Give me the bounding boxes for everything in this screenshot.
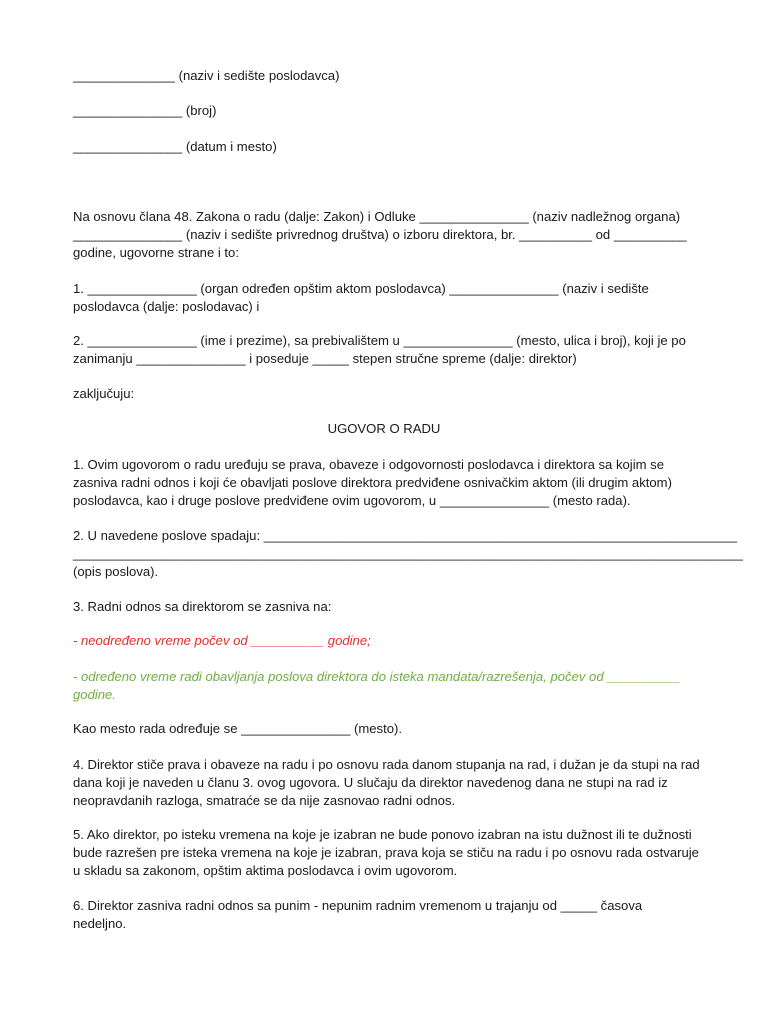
- party2-line-2: zanimanju _______________ i poseduje _____ stepen stručne spreme (dalje: direktor): [73, 351, 577, 366]
- intro-line-1: Na osnovu člana 48. Zakona o radu (dalje: Zakon) i Odluke _______________ (naziv nadležnog organa): [73, 209, 681, 224]
- article2-line-1: 2. U navedene poslove spadaju: _________________________________________________________________: [73, 528, 738, 543]
- intro-line-2: _______________ (naziv i sedište privrednog društva) o izboru direktora, br. __________ od __________: [73, 227, 687, 242]
- article6-line-2: nedeljno.: [73, 916, 127, 931]
- definite-term-option-line-1: - određeno vreme radi obavljanja poslova direktora do isteka mandata/razrešenja, počev od __________: [73, 669, 681, 684]
- definite-term-option-line-2: godine.: [73, 687, 116, 702]
- article1-line-2: zasniva radni odnos i koji će obavljati poslove direktora predviđene osnivačkim aktom (ili drugim aktom): [73, 475, 672, 490]
- article6-line-1: 6. Direktor zasniva radni odnos sa punim - nepunim radnim vremenom u trajanju od _____ časova: [73, 898, 643, 913]
- party2-line-1: 2. _______________ (ime i prezime), sa prebivalištem u _______________ (mesto, ulica i broj), koji je po: [73, 333, 686, 348]
- party1-line-2: poslodavca (dalje: poslodavac) i: [73, 299, 260, 314]
- number-line: _______________ (broj): [73, 103, 217, 118]
- article4-line-2: dana koji je naveden u članu 3. ovog ugovora. U slučaju da direktor navedenog dana ne stupi na rad iz: [73, 775, 668, 790]
- intro-line-3: godine, ugovorne strane i to:: [73, 245, 239, 260]
- article3-line-1: 3. Radni odnos sa direktorom se zasniva na:: [73, 599, 332, 614]
- article1-line-3: poslodavca, kao i druge poslove predviđene ovim ugovorom, u _______________ (mesto rada).: [73, 493, 631, 508]
- party1-line-1: 1. _______________ (organ određen opštim aktom poslodavca) _______________ (naziv i sedište: [73, 281, 649, 296]
- article5-line-3: u skladu sa zakonom, opštim aktima poslodavca i ovim ugovorom.: [73, 863, 458, 878]
- conclude-text: zaključuju:: [73, 386, 135, 401]
- article5-line-2: bude razrešen pre isteka vremena na koje je izabran, prava koja se stiču na radu i po osnovu rada ostvaruje: [73, 845, 699, 860]
- article5-line-1: 5. Ako direktor, po isteku vremena na koje je izabran ne bude ponovo izabran na istu dužnost ili te dužnosti: [73, 827, 692, 842]
- employer-line: ______________ (naziv i sedište poslodavca): [73, 68, 340, 83]
- article2-line-2: ____________________________________________________________________________________________: [73, 546, 743, 561]
- article2-line-3: (opis poslova).: [73, 564, 159, 579]
- article1-line-1: 1. Ovim ugovorom o radu uređuju se prava, obaveze i odgovornosti poslodavca i direktora sa kojim se: [73, 457, 664, 472]
- date-place-line: _______________ (datum i mesto): [73, 139, 277, 154]
- place-of-work-line: Kao mesto rada određuje se _______________ (mesto).: [73, 721, 403, 736]
- article4-line-3: neopravdanih razloga, smatraće se da nije zasnovao radni odnos.: [73, 793, 456, 808]
- contract-title: UGOVOR O RADU: [327, 421, 441, 436]
- article4-line-1: 4. Direktor stiče prava i obaveze na radu i po osnovu rada danom stupanja na rad, i dužan je da stupi na rad: [73, 757, 700, 772]
- indefinite-term-option: - neodređeno vreme počev od __________ godine;: [73, 633, 371, 648]
